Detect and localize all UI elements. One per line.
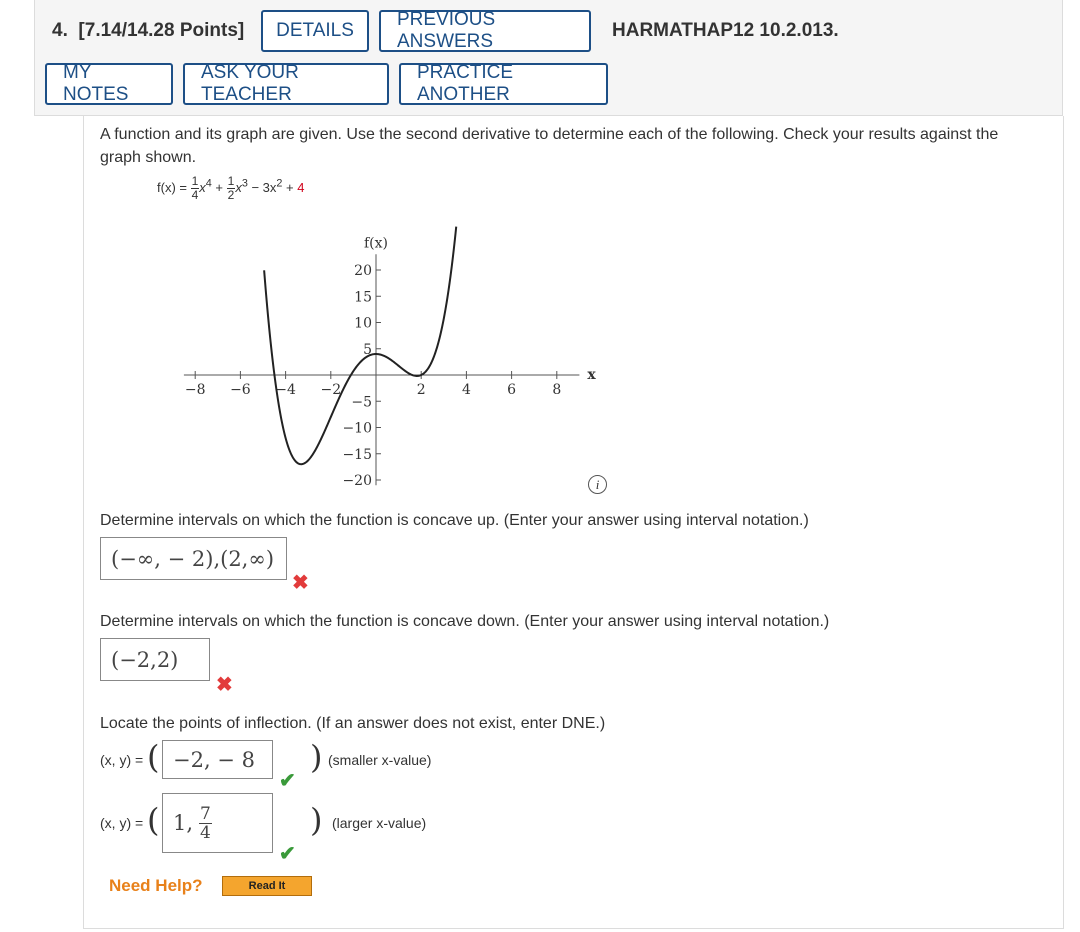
inflection-point-larger-answer[interactable] [162,793,273,853]
y-tick-label: −5 [351,394,372,411]
y-tick-label: 5 [363,341,372,358]
xy-label: (x, y) = [100,815,144,831]
x-tick-label: 6 [507,382,517,398]
info-icon[interactable]: i [588,475,607,494]
question-number-points: 4. [7.14/14.28 Points] [52,20,245,41]
concave-up-answer[interactable]: (−∞, − 2),(2,∞) [100,537,287,580]
open-paren: ( [147,801,160,839]
close-paren: ) [310,738,323,776]
concave-down-question: Determine intervals on which the function is concave down. (Enter your answer using interval notation.) [100,613,830,630]
fraction-one-half: $\frac{1}{2}$ [227,174,235,202]
x-tick-label: −4 [275,382,296,398]
y-tick-label: 20 [354,263,372,279]
fraction-one-quarter: $\frac{1}{4}$ [191,174,199,202]
y-tick-label: −15 [342,446,372,463]
y-axis-label: f(x) [363,235,389,252]
x-tick-label: −6 [230,382,251,398]
question-header [34,0,1063,116]
x-tick-label: 4 [461,382,471,398]
function-graph [180,226,600,496]
larger-x-hint: (larger x-value) [332,815,427,831]
my-notes-button[interactable]: MY NOTES [45,63,173,105]
practice-another-button[interactable]: PRACTICE ANOTHER [399,63,608,105]
answer2-fraction: $\frac{7}{4}$ [200,803,211,843]
x-tick-label: 8 [552,382,562,398]
concave-down-answer[interactable]: (−2,2) [100,638,210,681]
function-formula: f(x) = $\frac{1}{4}$ $x^4$ + $\frac{1}{2}$ $x^3 - 3x^2 + 4$ [157,174,305,202]
x-tick-label: 2 [416,382,426,398]
xy-label: (x, y) = [100,752,144,768]
need-help-label: Need Help? [109,876,203,895]
y-tick-label: −10 [342,420,372,437]
details-button[interactable]: DETAILS [261,10,369,52]
ask-teacher-button[interactable]: ASK YOUR TEACHER [183,63,389,105]
inflection-question: Locate the points of inflection. (If an answer does not exist, enter DNE.) [100,715,606,732]
incorrect-icon: ✖ [292,572,309,594]
incorrect-icon: ✖ [216,674,233,696]
y-tick-label: 15 [354,289,372,306]
question-code: HARMATHAP12 10.2.013. [612,20,839,41]
question-prompt: A function and its graph are given. Use the second derivative to determine each of the following. Check your results against the graph shown. [100,126,999,166]
inflection-point-smaller-answer[interactable]: −2, − 8 [162,740,273,779]
x-tick-label: −8 [184,382,206,398]
y-tick-label: 10 [354,315,372,332]
concave-up-question: Determine intervals on which the function is concave up. (Enter your answer using interval notation.) [100,512,809,529]
x-tick-label: −2 [320,382,342,398]
answer2-prefix: 1, [173,811,194,835]
close-paren: ) [310,801,323,839]
correct-check-icon: ✔ [279,770,296,792]
x-axis-label: x [587,367,596,383]
read-it-button[interactable]: Read It [222,876,312,896]
open-paren: ( [147,738,160,776]
smaller-x-hint: (smaller x-value) [328,752,432,768]
y-tick-label: −20 [342,473,372,489]
previous-answers-button[interactable]: PREVIOUS ANSWERS [379,10,591,52]
correct-check-icon: ✔ [279,843,296,865]
